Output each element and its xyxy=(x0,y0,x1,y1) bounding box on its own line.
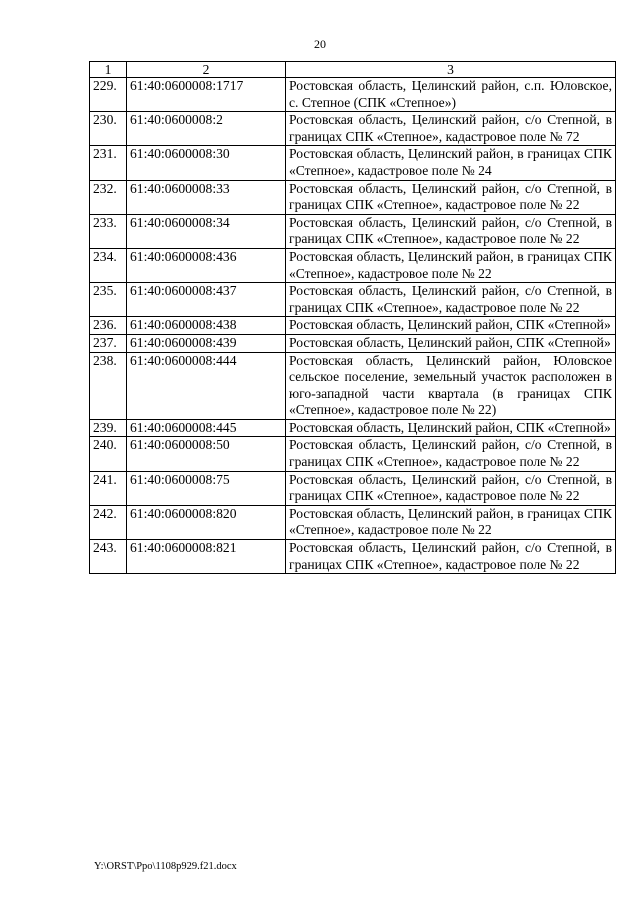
table-row xyxy=(90,283,616,317)
plot-address: Ростовская область, Целинский район, в границах СПК «Степное», кадастровое поле № 22 xyxy=(286,505,616,539)
row-number: 234. xyxy=(90,248,127,282)
plot-address: Ростовская область, Целинский район, с.п. Юловское, с. Степное (СПК «Степное») xyxy=(286,78,616,112)
cadastral-number: 61:40:0600008:34 xyxy=(127,214,286,248)
table-row xyxy=(90,334,616,352)
table-row xyxy=(90,437,616,471)
footer-file-path: Y:\ORST\Ppo\1108p929.f21.docx xyxy=(94,861,237,872)
column-header-cadastral: 2 xyxy=(127,62,286,78)
table-row xyxy=(90,180,616,214)
cadastral-number: 61:40:0600008:75 xyxy=(127,471,286,505)
column-header-number: 1 xyxy=(90,62,127,78)
land-plots-table xyxy=(89,61,616,574)
cadastral-number: 61:40:0600008:438 xyxy=(127,317,286,335)
cadastral-number: 61:40:0600008:437 xyxy=(127,283,286,317)
plot-address: Ростовская область, Целинский район, с/о Степной, в границах СПК «Степное», кадастровое поле № 22 xyxy=(286,540,616,574)
cadastral-number: 61:40:0600008:820 xyxy=(127,505,286,539)
row-number: 242. xyxy=(90,505,127,539)
cadastral-number: 61:40:0600008:436 xyxy=(127,248,286,282)
table-row xyxy=(90,78,616,112)
cadastral-number: 61:40:0600008:1717 xyxy=(127,78,286,112)
table-row xyxy=(90,248,616,282)
page-number: 20 xyxy=(314,37,326,51)
plot-address: Ростовская область, Целинский район, с/о Степной, в границах СПК «Степное», кадастровое поле № 22 xyxy=(286,471,616,505)
row-number: 238. xyxy=(90,352,127,419)
row-number: 239. xyxy=(90,419,127,437)
cadastral-number: 61:40:0600008:439 xyxy=(127,334,286,352)
row-number: 241. xyxy=(90,471,127,505)
plot-address: Ростовская область, Целинский район, СПК «Степной» xyxy=(286,334,616,352)
row-number: 237. xyxy=(90,334,127,352)
plot-address: Ростовская область, Целинский район, с/о Степной, в границах СПК «Степное», кадастровое поле № 22 xyxy=(286,214,616,248)
table-row xyxy=(90,214,616,248)
table-row xyxy=(90,540,616,574)
row-number: 231. xyxy=(90,146,127,180)
table-row xyxy=(90,112,616,146)
table-row xyxy=(90,352,616,419)
table-row xyxy=(90,146,616,180)
row-number: 229. xyxy=(90,78,127,112)
table-row xyxy=(90,471,616,505)
plot-address: Ростовская область, Целинский район, Юловское сельское поселение, земельный участок расположен в юго-западной части квартала (в границах СПК «Степное», кадастровое поле № 22) xyxy=(286,352,616,419)
cadastral-number: 61:40:0600008:30 xyxy=(127,146,286,180)
plot-address: Ростовская область, Целинский район, с/о Степной, в границах СПК «Степное», кадастровое поле № 22 xyxy=(286,437,616,471)
row-number: 233. xyxy=(90,214,127,248)
cadastral-number: 61:40:0600008:50 xyxy=(127,437,286,471)
row-number: 232. xyxy=(90,180,127,214)
table-row xyxy=(90,317,616,335)
plot-address: Ростовская область, Целинский район, в границах СПК «Степное», кадастровое поле № 24 xyxy=(286,146,616,180)
plot-address: Ростовская область, Целинский район, СПК «Степной» xyxy=(286,317,616,335)
row-number: 243. xyxy=(90,540,127,574)
column-header-address: 3 xyxy=(286,62,616,78)
cadastral-number: 61:40:0600008:444 xyxy=(127,352,286,419)
row-number: 236. xyxy=(90,317,127,335)
cadastral-number: 61:40:0600008:821 xyxy=(127,540,286,574)
cadastral-number: 61:40:0600008:33 xyxy=(127,180,286,214)
plot-address: Ростовская область, Целинский район, СПК «Степной» xyxy=(286,419,616,437)
table-row xyxy=(90,419,616,437)
table-header-row xyxy=(90,62,616,78)
cadastral-number: 61:40:0600008:445 xyxy=(127,419,286,437)
plot-address: Ростовская область, Целинский район, с/о Степной, в границах СПК «Степное», кадастровое поле № 22 xyxy=(286,180,616,214)
cadastral-number: 61:40:0600008:2 xyxy=(127,112,286,146)
row-number: 235. xyxy=(90,283,127,317)
plot-address: Ростовская область, Целинский район, с/о Степной, в границах СПК «Степное», кадастровое поле № 22 xyxy=(286,283,616,317)
row-number: 230. xyxy=(90,112,127,146)
plot-address: Ростовская область, Целинский район, в границах СПК «Степное», кадастровое поле № 22 xyxy=(286,248,616,282)
table-row xyxy=(90,505,616,539)
row-number: 240. xyxy=(90,437,127,471)
plot-address: Ростовская область, Целинский район, с/о Степной, в границах СПК «Степное», кадастровое поле № 72 xyxy=(286,112,616,146)
